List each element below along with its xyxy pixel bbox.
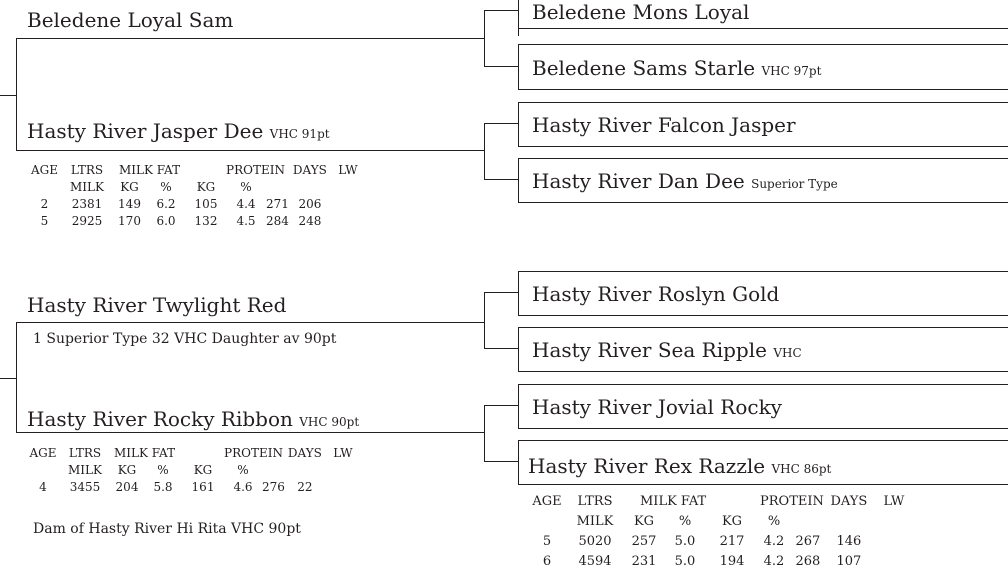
dam-note: VHC 91pt <box>269 127 330 141</box>
table-row: 2 2381 149 6.2 105 4.4 271 206 <box>40 196 322 211</box>
sire-sire-name: Beledene Mons Loyal <box>532 0 750 24</box>
sire2-dam-note: VHC <box>773 346 802 360</box>
table-row: 6 4594 231 5.0 194 4.2 268 107 <box>542 553 862 569</box>
dam2-production-table: AGE LTRS MILK FAT PROTEIN DAYS LW MILK KG % KG % 4 3455 204 5.8 161 4.6 276 22 <box>26 444 361 495</box>
table-row: 4 3455 204 5.8 161 4.6 276 22 <box>39 479 313 494</box>
dam2-dam-production-table: AGE LTRS MILK FAT PROTEIN DAYS LW MILK KG % KG % 5 5020 257 5.0 217 4.2 267 146 6 4594 231 5.0 194 4.2 268 107 <box>530 491 914 571</box>
sire2-name: Hasty River Twylight Red <box>27 293 287 317</box>
table-row: 5 5020 257 5.0 217 4.2 267 146 <box>542 533 862 549</box>
dam2-dam-note: VHC 86pt <box>771 462 832 476</box>
dam-dam-note: Superior Type <box>751 177 838 191</box>
dam2-dam-name: Hasty River Rex Razzle VHC 86pt <box>528 454 832 478</box>
sire-dam-note: VHC 97pt <box>761 64 822 78</box>
sire2-dam-name: Hasty River Sea Ripple VHC <box>532 338 802 362</box>
dam-production-table: AGE LTRS MILK FAT PROTEIN DAYS LW MILK KG % KG % 2 2381 149 6.2 105 4.4 271 206 5 2925 170 6.0 132 4.5 284 248 <box>28 161 365 229</box>
dam2-sire-name: Hasty River Jovial Rocky <box>532 395 782 419</box>
table-row: 5 2925 170 6.0 132 4.5 284 248 <box>40 213 322 228</box>
sire2-info: 1 Superior Type 32 VHC Daughter av 90pt <box>33 331 337 347</box>
dam-sire-name: Hasty River Falcon Jasper <box>532 113 796 137</box>
dam2-note: VHC 90pt <box>299 415 360 429</box>
dam-dam-name: Hasty River Dan Dee Superior Type <box>532 169 838 193</box>
dam2-footnote: Dam of Hasty River Hi Rita VHC 90pt <box>33 521 301 537</box>
dam-name: Hasty River Jasper Dee VHC 91pt <box>27 119 330 143</box>
sire-name: Beledene Loyal Sam <box>27 8 234 32</box>
sire2-sire-name: Hasty River Roslyn Gold <box>532 282 780 306</box>
sire-dam-name: Beledene Sams Starle VHC 97pt <box>532 56 822 80</box>
dam2-name: Hasty River Rocky Ribbon VHC 90pt <box>27 407 360 431</box>
